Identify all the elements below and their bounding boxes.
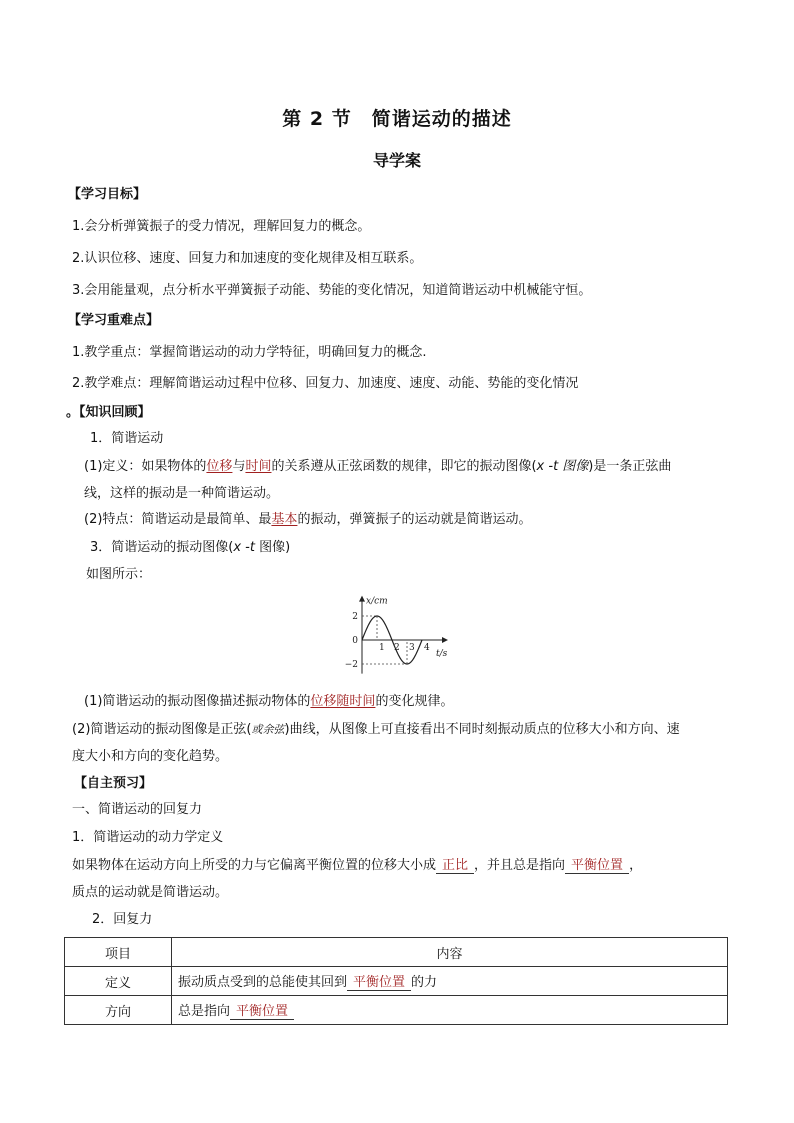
x-tick-label: 3 [409, 643, 415, 653]
graph-point-2: (2)简谐运动的振动图像是正弦(或余弦)曲线，从图像上可直接看出不同时刻振动质点的位移大小和方向、速 [72, 722, 680, 737]
highlight-basic: 基本 [271, 512, 298, 527]
table-row [65, 996, 728, 1025]
objective-item: 1.会分析弹簧振子的受力情况，理解回复力的概念。 [72, 219, 371, 234]
y-tick-label: −2 [344, 660, 358, 670]
review-item1-title: 1．简谐运动 [90, 431, 164, 446]
table-header-cell: 内容 [172, 938, 728, 967]
page-subtitle: 导学案 [372, 151, 421, 170]
review-definition: (1)定义：如果物体的位移与时间的关系遵从正弦函数的规律，即它的振动图像(x -t 图像)是一条正弦曲 [84, 459, 672, 474]
review-definition-cont: 线，这样的振动是一种简谐运动。 [84, 486, 280, 501]
key-point-item: 2.教学难点：理解简谐运动过程中位移、回复力、加速度、速度、动能、势能的变化情况 [72, 376, 579, 391]
restoring-force-table [64, 937, 728, 1025]
x-axis-arrow [442, 637, 448, 643]
highlight-time: 时间 [245, 459, 272, 474]
answer-blank: 平衡位置 [347, 975, 411, 991]
objective-item: 2.认识位移、速度、回复力和加速度的变化规律及相互联系。 [72, 251, 423, 266]
table-cell-label: 定义 [65, 967, 172, 996]
preview-definition: 如果物体在运动方向上所受的力与它偏离平衡位置的位移大小成 正比 ，并且总是指向 平衡位置 ， [72, 858, 643, 873]
vibration-graph [340, 588, 480, 678]
answer-blank: 正比 [436, 858, 474, 874]
table-cell-label: 方向 [65, 996, 172, 1025]
chart-labels [345, 597, 448, 670]
answer-blank: 平衡位置 [565, 858, 629, 874]
table-cell-content: 振动质点受到的总能使其回到 平衡位置 的力 [172, 967, 728, 996]
review-item3: 3．简谐运动的振动图像(x -t 图像) [90, 540, 291, 555]
x-axis-label: t/s [436, 649, 448, 659]
preview-item2: 2．回复力 [92, 912, 153, 927]
objectives-heading: 【学习目标】 [68, 187, 147, 202]
y-axis-label: x/cm [366, 596, 388, 607]
x-tick-label: 2 [394, 643, 400, 653]
table-row [65, 967, 728, 996]
as-shown-label: 如图所示： [86, 567, 152, 582]
objective-item: 3.会用能量观，点分析水平弹簧振子动能、势能的变化情况，知道简谐运动中机械能守恒。 [72, 283, 592, 298]
key-points-heading: 【学习重难点】 [68, 313, 160, 328]
highlight-disp-over-time: 位移随时间 [310, 694, 376, 709]
graph-point-1: (1)简谐运动的振动图像描述振动物体的位移随时间的变化规律。 [84, 694, 454, 709]
table-header-row [65, 938, 728, 967]
preview-definition-cont: 质点的运动就是简谐运动。 [72, 885, 229, 900]
review-feature: (2)特点：简谐运动是最简单、最基本的振动，弹簧振子的运动就是简谐运动。 [84, 512, 532, 527]
table-header-cell: 项目 [65, 938, 172, 967]
preview-heading: 【自主预习】 [74, 776, 153, 791]
preview-part1: 一、简谐运动的回复力 [72, 802, 203, 817]
highlight-displacement: 位移 [206, 459, 233, 474]
preview-item1: 1．简谐运动的动力学定义 [72, 830, 224, 845]
review-heading: 。【知识回顾】 [66, 405, 151, 420]
y-tick-label: 2 [352, 612, 358, 622]
page-title: 第 2 节 简谐运动的描述 [282, 108, 512, 130]
graph-point-2-cont: 度大小和方向的变化趋势。 [72, 749, 229, 764]
y-tick-label: 0 [352, 636, 358, 646]
x-tick-label: 1 [379, 643, 385, 653]
x-tick-label: 4 [424, 643, 430, 653]
table-cell-content: 总是指向 平衡位置 [172, 996, 728, 1025]
answer-blank: 平衡位置 [230, 1004, 294, 1020]
key-point-item: 1.教学重点：掌握简谐运动的动力学特征，明确回复力的概念. [72, 345, 427, 360]
y-axis-arrow [359, 596, 365, 602]
